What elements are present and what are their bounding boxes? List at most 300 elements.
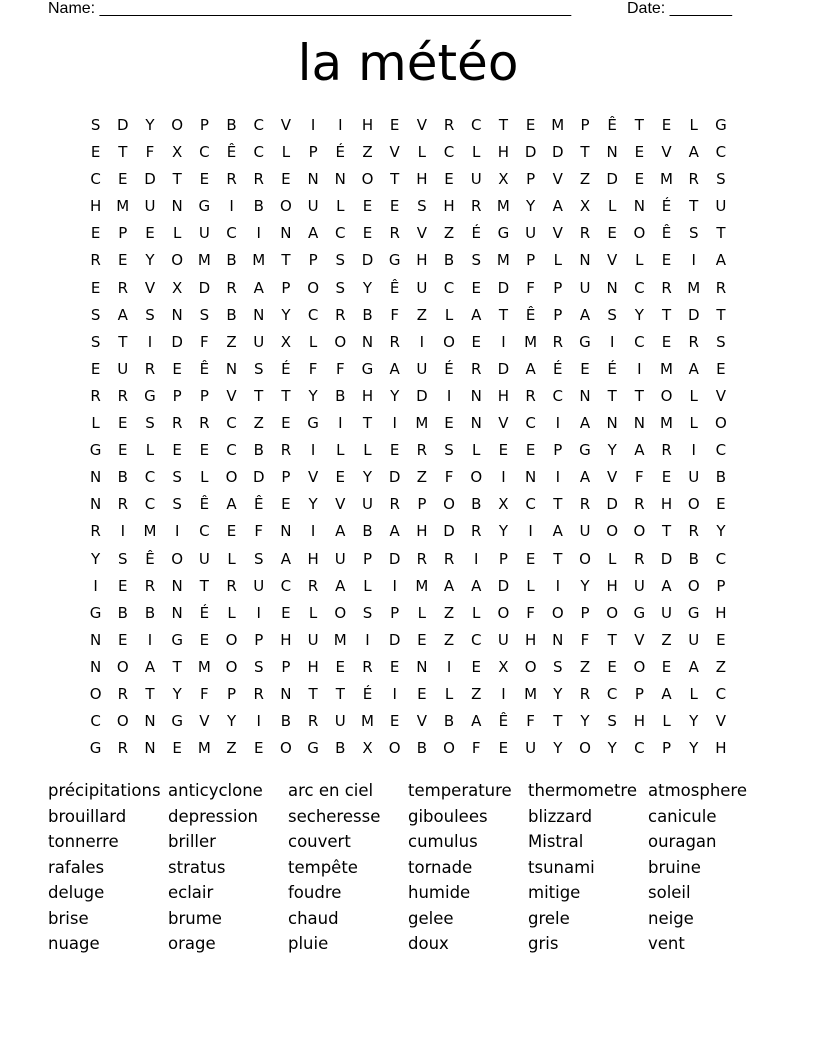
grid-letter[interactable]: X	[498, 170, 509, 189]
grid-letter[interactable]: G	[579, 441, 591, 460]
grid-letter[interactable]: N	[89, 657, 102, 676]
grid-letter[interactable]: U	[416, 278, 428, 297]
grid-letter[interactable]: D	[388, 468, 401, 487]
grid-letter[interactable]: M	[415, 414, 429, 433]
grid-letter[interactable]: S	[444, 441, 454, 460]
grid-letter[interactable]: Y	[607, 739, 617, 758]
grid-letter[interactable]: C	[144, 495, 156, 514]
grid-letter[interactable]: I	[555, 576, 560, 595]
grid-letter[interactable]: U	[470, 170, 482, 189]
grid-letter[interactable]: R	[715, 278, 727, 297]
grid-letter[interactable]: R	[389, 224, 400, 243]
grid-letter[interactable]: E	[580, 359, 590, 378]
grid-letter[interactable]: U	[579, 278, 591, 297]
grid-letter[interactable]: T	[308, 684, 318, 703]
grid-letter[interactable]: X	[172, 278, 183, 297]
grid-letter[interactable]: V	[634, 630, 645, 649]
grid-letter[interactable]: R	[90, 386, 101, 405]
grid-letter[interactable]: E	[525, 441, 536, 460]
grid-letter[interactable]: E	[661, 657, 672, 676]
grid-letter[interactable]: E	[634, 143, 645, 162]
grid-letter[interactable]: C	[470, 116, 482, 134]
grid-letter[interactable]: V	[607, 251, 618, 270]
grid-letter[interactable]: V	[552, 170, 563, 189]
grid-letter[interactable]: E	[607, 224, 617, 243]
grid-letter[interactable]: E	[471, 332, 481, 351]
grid-letter[interactable]: P	[308, 251, 318, 270]
grid-letter[interactable]: C	[144, 468, 156, 487]
grid-letter[interactable]: G	[89, 739, 102, 758]
grid-letter[interactable]: S	[417, 197, 427, 216]
grid-letter[interactable]: A	[307, 224, 319, 243]
grid-letter[interactable]: R	[552, 332, 563, 351]
grid-letter[interactable]: N	[171, 603, 183, 622]
grid-letter[interactable]: R	[117, 684, 128, 703]
grid-letter[interactable]: H	[361, 386, 374, 405]
grid-letter[interactable]: S	[253, 359, 264, 378]
grid-letter[interactable]: E	[118, 414, 128, 433]
grid-letter[interactable]: M	[197, 251, 211, 270]
grid-letter[interactable]: R	[171, 414, 183, 433]
grid-letter[interactable]: T	[661, 305, 672, 324]
grid-letter[interactable]: N	[524, 468, 537, 487]
grid-letter[interactable]: O	[606, 522, 619, 541]
grid-letter[interactable]: E	[145, 224, 155, 243]
grid-letter[interactable]: C	[715, 143, 727, 162]
grid-letter[interactable]: T	[716, 305, 726, 324]
grid-letter[interactable]: Y	[580, 712, 590, 731]
grid-letter[interactable]: B	[335, 739, 346, 758]
grid-letter[interactable]: E	[199, 630, 210, 649]
grid-letter[interactable]: L	[227, 603, 236, 622]
grid-letter[interactable]: O	[606, 603, 619, 622]
grid-letter[interactable]: S	[199, 305, 210, 324]
grid-letter[interactable]: P	[634, 684, 644, 703]
grid-letter[interactable]: E	[716, 495, 726, 514]
grid-letter[interactable]: M	[524, 684, 538, 703]
grid-letter[interactable]: T	[118, 332, 128, 351]
grid-letter[interactable]: D	[388, 549, 401, 568]
grid-letter[interactable]: O	[497, 603, 510, 622]
grid-letter[interactable]: C	[90, 170, 101, 189]
grid-letter[interactable]: B	[443, 712, 455, 731]
grid-letter[interactable]: L	[227, 549, 236, 568]
grid-letter[interactable]: A	[253, 278, 264, 297]
grid-letter[interactable]: E	[607, 657, 617, 676]
grid-letter[interactable]: X	[579, 197, 591, 216]
grid-letter[interactable]: T	[553, 495, 563, 514]
grid-letter[interactable]: D	[416, 386, 428, 405]
grid-letter[interactable]: E	[118, 576, 128, 595]
grid-letter[interactable]: I	[392, 414, 397, 433]
grid-letter[interactable]: N	[579, 251, 591, 270]
grid-letter[interactable]: H	[524, 630, 537, 649]
grid-letter[interactable]: C	[552, 386, 564, 405]
grid-letter[interactable]: G	[388, 251, 401, 270]
grid-letter[interactable]: E	[389, 712, 400, 731]
grid-letter[interactable]: B	[253, 441, 264, 460]
grid-letter[interactable]: L	[553, 251, 562, 270]
grid-letter[interactable]: Y	[390, 386, 400, 405]
grid-letter[interactable]: B	[443, 251, 455, 270]
grid-letter[interactable]: Y	[145, 116, 155, 134]
grid-letter[interactable]: T	[172, 170, 182, 189]
grid-letter[interactable]: F	[308, 359, 318, 378]
grid-letter[interactable]: T	[281, 386, 291, 405]
grid-letter[interactable]: E	[661, 332, 672, 351]
grid-letter[interactable]: A	[552, 522, 563, 541]
grid-letter[interactable]: U	[579, 522, 591, 541]
grid-letter[interactable]: P	[580, 116, 590, 134]
grid-letter[interactable]: R	[90, 522, 101, 541]
grid-letter[interactable]: L	[607, 549, 617, 568]
grid-letter[interactable]: A	[471, 712, 482, 731]
grid-letter[interactable]: M	[197, 739, 211, 758]
grid-letter[interactable]: L	[635, 251, 644, 270]
grid-letter[interactable]: R	[226, 576, 237, 595]
grid-letter[interactable]: P	[553, 278, 563, 297]
grid-letter[interactable]: O	[171, 116, 184, 134]
grid-letter[interactable]: A	[579, 414, 591, 433]
grid-letter[interactable]: U	[117, 359, 129, 378]
grid-letter[interactable]: R	[226, 278, 237, 297]
grid-letter[interactable]: B	[335, 386, 346, 405]
grid-letter[interactable]: B	[362, 522, 373, 541]
grid-letter[interactable]: Z	[362, 143, 373, 162]
grid-letter[interactable]: X	[498, 657, 509, 676]
grid-letter[interactable]: Y	[553, 684, 563, 703]
grid-letter[interactable]: H	[633, 712, 645, 731]
grid-letter[interactable]: R	[117, 495, 128, 514]
grid-letter[interactable]: R	[307, 712, 319, 731]
grid-letter[interactable]: I	[229, 197, 234, 216]
grid-letter[interactable]: C	[335, 224, 346, 243]
grid-letter[interactable]: F	[580, 630, 590, 649]
grid-letter[interactable]: L	[281, 143, 291, 162]
grid-letter[interactable]: L	[444, 305, 454, 324]
grid-letter[interactable]: U	[416, 359, 428, 378]
grid-letter[interactable]: L	[417, 143, 427, 162]
grid-letter[interactable]: N	[225, 359, 238, 378]
grid-letter[interactable]: R	[688, 170, 699, 189]
grid-letter[interactable]: F	[254, 522, 264, 541]
grid-letter[interactable]: L	[336, 197, 345, 216]
grid-letter[interactable]: I	[528, 522, 533, 541]
grid-letter[interactable]: V	[280, 116, 292, 134]
grid-letter[interactable]: É	[607, 359, 617, 378]
grid-letter[interactable]: E	[90, 278, 101, 297]
grid-letter[interactable]: Y	[145, 251, 155, 270]
grid-letter[interactable]: O	[579, 549, 591, 568]
grid-letter[interactable]: Y	[362, 468, 373, 487]
grid-letter[interactable]: R	[471, 522, 482, 541]
grid-letter[interactable]: H	[280, 630, 292, 649]
grid-letter[interactable]: H	[606, 576, 618, 595]
grid-letter[interactable]: L	[689, 684, 698, 703]
grid-letter[interactable]: O	[524, 657, 537, 676]
grid-letter[interactable]: O	[334, 332, 347, 351]
grid-letter[interactable]: I	[310, 116, 316, 134]
date-field[interactable]: Date: _______	[627, 0, 732, 17]
grid-letter[interactable]: D	[497, 576, 510, 595]
grid-letter[interactable]: R	[362, 657, 373, 676]
grid-letter[interactable]: Z	[661, 630, 672, 649]
grid-letter[interactable]: E	[253, 739, 264, 758]
grid-letter[interactable]: L	[91, 414, 100, 433]
grid-letter[interactable]: V	[416, 224, 427, 243]
grid-letter[interactable]: P	[308, 143, 318, 162]
grid-letter[interactable]: R	[335, 305, 346, 324]
grid-letter[interactable]: T	[335, 684, 345, 703]
grid-letter[interactable]: X	[172, 143, 183, 162]
grid-letter[interactable]: L	[607, 197, 617, 216]
grid-letter[interactable]: H	[307, 549, 319, 568]
grid-letter[interactable]: A	[579, 468, 591, 487]
grid-letter[interactable]: E	[172, 441, 182, 460]
grid-letter[interactable]: Y	[689, 712, 699, 731]
grid-letter[interactable]: A	[661, 576, 672, 595]
grid-letter[interactable]: Z	[226, 332, 237, 351]
grid-letter[interactable]: N	[253, 305, 265, 324]
grid-letter[interactable]: R	[389, 332, 400, 351]
grid-letter[interactable]: Z	[416, 468, 427, 487]
grid-letter[interactable]: G	[171, 630, 183, 649]
grid-letter[interactable]: O	[660, 386, 673, 405]
grid-letter[interactable]: L	[200, 468, 209, 487]
grid-letter[interactable]: L	[417, 603, 427, 622]
grid-letter[interactable]: L	[472, 603, 481, 622]
grid-letter[interactable]: D	[171, 332, 183, 351]
grid-letter[interactable]: M	[197, 657, 211, 676]
grid-letter[interactable]: I	[147, 630, 153, 649]
grid-letter[interactable]: Y	[526, 197, 536, 216]
grid-letter[interactable]: Ê	[498, 712, 509, 731]
grid-letter[interactable]: B	[688, 549, 699, 568]
grid-letter[interactable]: R	[688, 332, 699, 351]
grid-letter[interactable]: C	[226, 224, 237, 243]
grid-letter[interactable]: O	[551, 603, 564, 622]
grid-letter[interactable]: É	[444, 359, 454, 378]
grid-letter[interactable]: R	[471, 359, 482, 378]
grid-letter[interactable]: V	[335, 495, 346, 514]
grid-letter[interactable]: C	[715, 684, 727, 703]
grid-letter[interactable]: F	[526, 278, 535, 297]
grid-letter[interactable]: S	[253, 549, 264, 568]
grid-letter[interactable]: O	[388, 739, 401, 758]
grid-letter[interactable]: E	[118, 170, 128, 189]
grid-letter[interactable]: N	[334, 170, 346, 189]
grid-letter[interactable]: R	[389, 495, 400, 514]
grid-letter[interactable]: N	[307, 170, 319, 189]
grid-letter[interactable]: N	[144, 739, 156, 758]
grid-letter[interactable]: É	[362, 684, 373, 703]
grid-letter[interactable]: T	[634, 116, 644, 134]
grid-letter[interactable]: N	[89, 468, 102, 487]
grid-letter[interactable]: A	[335, 576, 346, 595]
grid-letter[interactable]: Z	[253, 414, 264, 433]
grid-letter[interactable]: P	[254, 630, 264, 649]
grid-letter[interactable]: F	[471, 739, 481, 758]
grid-letter[interactable]: E	[226, 522, 237, 541]
grid-letter[interactable]: I	[392, 576, 397, 595]
grid-letter[interactable]: E	[661, 468, 672, 487]
grid-letter[interactable]: Ê	[607, 116, 617, 134]
grid-letter[interactable]: B	[144, 603, 156, 622]
grid-letter[interactable]: H	[660, 495, 673, 514]
grid-letter[interactable]: Z	[579, 170, 591, 189]
grid-letter[interactable]: T	[553, 712, 563, 731]
grid-letter[interactable]: E	[335, 657, 346, 676]
grid-letter[interactable]: E	[389, 116, 400, 134]
grid-letter[interactable]: S	[145, 414, 155, 433]
grid-letter[interactable]: H	[497, 143, 510, 162]
grid-letter[interactable]: R	[579, 224, 591, 243]
grid-letter[interactable]: Y	[607, 441, 617, 460]
grid-letter[interactable]: Y	[580, 576, 590, 595]
grid-letter[interactable]: V	[715, 712, 727, 731]
grid-letter[interactable]: L	[689, 414, 698, 433]
grid-letter[interactable]: I	[691, 251, 696, 270]
grid-letter[interactable]: L	[689, 386, 698, 405]
grid-letter[interactable]: D	[524, 143, 537, 162]
grid-letter[interactable]: H	[89, 197, 102, 216]
grid-letter[interactable]: T	[607, 386, 617, 405]
grid-letter[interactable]: H	[497, 386, 510, 405]
grid-letter[interactable]: Y	[308, 386, 318, 405]
grid-letter[interactable]: N	[633, 414, 645, 433]
grid-letter[interactable]: E	[90, 143, 101, 162]
grid-letter[interactable]: H	[361, 116, 374, 134]
grid-letter[interactable]: F	[526, 712, 535, 731]
grid-letter[interactable]: M	[496, 197, 510, 216]
grid-letter[interactable]: I	[338, 116, 343, 134]
grid-letter[interactable]: N	[171, 305, 183, 324]
grid-letter[interactable]: L	[308, 332, 318, 351]
grid-letter[interactable]: O	[687, 495, 700, 514]
grid-letter[interactable]: L	[363, 441, 372, 460]
grid-letter[interactable]: Ê	[199, 359, 210, 378]
grid-letter[interactable]: E	[716, 359, 726, 378]
grid-letter[interactable]: C	[634, 739, 645, 758]
grid-letter[interactable]: C	[199, 522, 210, 541]
grid-letter[interactable]: T	[281, 251, 291, 270]
grid-letter[interactable]: D	[252, 468, 265, 487]
grid-letter[interactable]: C	[307, 305, 319, 324]
grid-letter[interactable]: R	[117, 278, 128, 297]
grid-letter[interactable]: B	[715, 468, 727, 487]
grid-letter[interactable]: A	[117, 305, 128, 324]
grid-letter[interactable]: C	[199, 143, 210, 162]
grid-letter[interactable]: H	[443, 197, 455, 216]
grid-letter[interactable]: I	[637, 359, 642, 378]
grid-letter[interactable]: T	[390, 170, 400, 189]
grid-letter[interactable]: E	[389, 197, 400, 216]
grid-letter[interactable]: R	[307, 576, 319, 595]
grid-letter[interactable]: R	[443, 549, 455, 568]
grid-letter[interactable]: S	[335, 251, 346, 270]
grid-letter[interactable]: E	[281, 495, 291, 514]
grid-letter[interactable]: R	[688, 522, 699, 541]
grid-letter[interactable]: S	[90, 116, 101, 134]
grid-letter[interactable]: O	[633, 224, 646, 243]
grid-letter[interactable]: E	[172, 359, 182, 378]
grid-letter[interactable]: A	[579, 305, 591, 324]
grid-letter[interactable]: N	[280, 684, 292, 703]
grid-letter[interactable]: D	[144, 170, 156, 189]
grid-letter[interactable]: I	[501, 468, 506, 487]
grid-letter[interactable]: I	[256, 712, 261, 731]
grid-letter[interactable]: B	[226, 251, 237, 270]
grid-letter[interactable]: H	[307, 657, 319, 676]
grid-letter[interactable]: P	[390, 603, 400, 622]
grid-letter[interactable]: L	[336, 441, 345, 460]
grid-letter[interactable]: U	[334, 549, 346, 568]
grid-letter[interactable]: I	[174, 522, 180, 541]
grid-letter[interactable]: I	[555, 468, 560, 487]
grid-letter[interactable]: I	[691, 441, 696, 460]
grid-letter[interactable]: E	[362, 197, 373, 216]
grid-letter[interactable]: É	[553, 359, 563, 378]
grid-letter[interactable]: V	[715, 386, 727, 405]
grid-letter[interactable]: E	[471, 657, 481, 676]
grid-letter[interactable]: U	[253, 576, 265, 595]
grid-letter[interactable]: G	[89, 603, 102, 622]
grid-letter[interactable]: É	[335, 143, 346, 162]
grid-letter[interactable]: D	[552, 143, 564, 162]
grid-letter[interactable]: U	[688, 630, 700, 649]
grid-letter[interactable]: C	[443, 143, 455, 162]
grid-letter[interactable]: P	[281, 468, 291, 487]
grid-letter[interactable]: Y	[281, 305, 291, 324]
grid-letter[interactable]: A	[688, 143, 699, 162]
grid-letter[interactable]: O	[116, 712, 129, 731]
grid-letter[interactable]: I	[310, 522, 316, 541]
grid-letter[interactable]: R	[117, 739, 128, 758]
grid-letter[interactable]: Z	[443, 224, 455, 243]
grid-letter[interactable]: S	[172, 495, 182, 514]
grid-letter[interactable]: Y	[226, 712, 237, 731]
grid-letter[interactable]: S	[716, 332, 726, 351]
grid-letter[interactable]: N	[606, 143, 618, 162]
grid-letter[interactable]: O	[89, 684, 102, 703]
grid-letter[interactable]: I	[609, 332, 615, 351]
grid-letter[interactable]: O	[687, 576, 700, 595]
grid-letter[interactable]: O	[470, 468, 483, 487]
grid-letter[interactable]: R	[144, 576, 156, 595]
grid-letter[interactable]: O	[171, 251, 184, 270]
grid-letter[interactable]: V	[144, 278, 156, 297]
grid-letter[interactable]: N	[280, 224, 292, 243]
grid-letter[interactable]: E	[172, 739, 182, 758]
grid-letter[interactable]: E	[525, 116, 536, 134]
grid-letter[interactable]: C	[226, 414, 237, 433]
grid-letter[interactable]: Ê	[199, 495, 210, 514]
grid-letter[interactable]: R	[226, 170, 237, 189]
grid-letter[interactable]: H	[416, 170, 428, 189]
grid-letter[interactable]: R	[579, 684, 591, 703]
grid-letter[interactable]: D	[497, 278, 510, 297]
grid-letter[interactable]: G	[198, 197, 211, 216]
grid-letter[interactable]: É	[281, 359, 291, 378]
grid-letter[interactable]: P	[172, 386, 182, 405]
grid-letter[interactable]: R	[90, 251, 101, 270]
grid-letter[interactable]: P	[553, 305, 563, 324]
grid-letter[interactable]: C	[525, 495, 536, 514]
grid-letter[interactable]: Y	[553, 739, 563, 758]
grid-letter[interactable]: I	[555, 414, 560, 433]
grid-letter[interactable]: P	[199, 386, 209, 405]
grid-letter[interactable]: P	[526, 251, 536, 270]
